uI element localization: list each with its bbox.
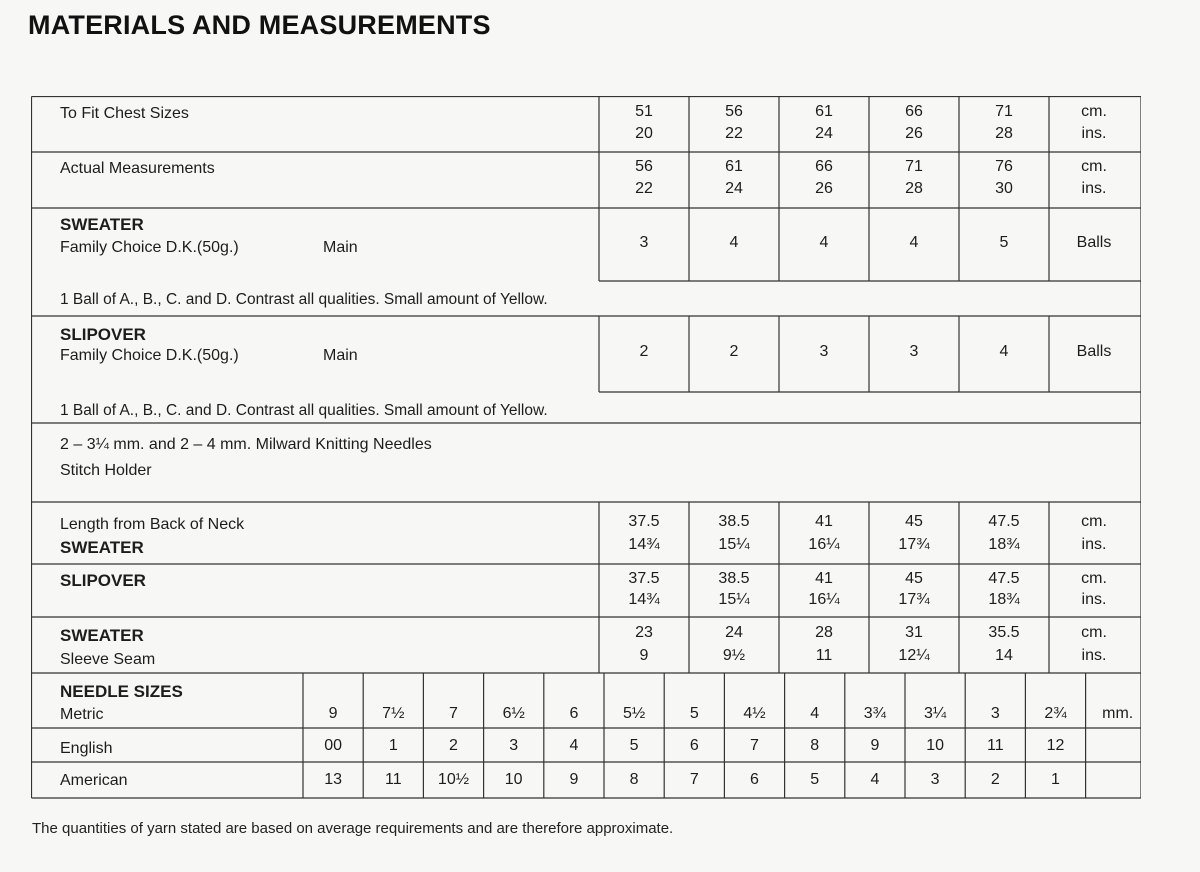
- english-needle-cell: 7: [750, 737, 759, 754]
- length-label: Length from Back of Neck: [60, 516, 245, 533]
- metric-needle-cell: 7½: [382, 705, 405, 722]
- length-sweater-cm-cell: 41: [815, 513, 833, 530]
- metric-needle-cell: 9: [328, 705, 338, 722]
- english-needle-cell: 3: [509, 737, 519, 754]
- sleeve-cm-cell: 24: [725, 624, 743, 641]
- metric-needle-cell: 6: [569, 705, 579, 722]
- metric-unit: mm.: [1102, 705, 1134, 722]
- chest-ins-cell: 22: [725, 125, 743, 142]
- sweater-balls-cell: 4: [729, 234, 739, 251]
- chest-ins-cell: 20: [635, 125, 653, 142]
- needles-line-1: 2 – 3¼ mm. and 2 – 4 mm. Milward Knitting Needles: [60, 436, 432, 453]
- length-sweater-ins-cell: 15¼: [718, 536, 750, 553]
- length-unit-cm: cm.: [1081, 570, 1107, 587]
- actual-ins-cell: 30: [995, 180, 1013, 197]
- chest-unit-cm: cm.: [1081, 103, 1107, 120]
- sleeve-ins-cell: 9: [639, 647, 649, 664]
- sleeve-ins-cell: 11: [815, 647, 833, 664]
- english-needle-cell: 2: [449, 737, 458, 754]
- metric-needle-cell: 3¼: [923, 705, 947, 722]
- sweater-heading: SWEATER: [60, 215, 144, 234]
- sleeve-ins-cell: 14: [995, 647, 1013, 664]
- actual-cm-cell: 76: [995, 158, 1013, 175]
- length-sweater-ins-cell: 16¼: [808, 536, 840, 553]
- english-label: English: [60, 740, 113, 757]
- sweater-balls-cell: 4: [819, 234, 829, 251]
- american-needle-cell: 6: [750, 771, 759, 788]
- slipover-balls-cell: 4: [999, 343, 1009, 360]
- metric-needle-cell: 3¾: [863, 705, 887, 722]
- length-sweater-cm-cell: 38.5: [718, 513, 750, 530]
- length-slipover-cm-cell: 45: [905, 570, 923, 587]
- length-sweater-cm-cell: 45: [905, 513, 923, 530]
- english-needle-cell: 00: [324, 737, 342, 754]
- american-label: American: [60, 772, 128, 789]
- length-slipover-ins-cell: 17¾: [898, 591, 930, 608]
- chest-ins-cell: 24: [815, 125, 833, 142]
- slipover-contrast: 1 Ball of A., B., C. and D. Contrast all qualities. Small amount of Yellow.: [60, 402, 548, 419]
- length-unit-ins: ins.: [1081, 591, 1107, 608]
- american-needle-cell: 1: [1051, 771, 1060, 788]
- slipover-balls-cell: 2: [639, 343, 649, 360]
- length-slipover-ins-cell: 16¼: [808, 591, 840, 608]
- english-needle-cell: 11: [986, 737, 1004, 754]
- length-sweater-cm-cell: 47.5: [988, 513, 1020, 530]
- american-needle-cell: 13: [324, 771, 342, 788]
- length-slipover-cm-cell: 37.5: [628, 570, 660, 587]
- sleeve-cm-cell: 31: [905, 624, 923, 641]
- american-needle-cell: 5: [810, 771, 820, 788]
- slipover-heading: SLIPOVER: [60, 325, 146, 344]
- length-slipover-cm-cell: 47.5: [988, 570, 1020, 587]
- english-needle-cell: 8: [810, 737, 820, 754]
- chest-cm-cell: 61: [815, 103, 833, 120]
- metric-needle-cell: 3: [990, 705, 1000, 722]
- length-sweater-cm-cell: 37.5: [628, 513, 660, 530]
- actual-ins-cell: 22: [635, 180, 653, 197]
- american-needle-cell: 2: [990, 771, 1000, 788]
- length-sweater-ins-cell: 14¾: [628, 536, 660, 553]
- sleeve-seam-label: Sleeve Seam: [60, 651, 156, 668]
- american-needle-cell: 4: [870, 771, 880, 788]
- sleeve-ins-cell: 12¼: [898, 647, 930, 664]
- materials-table: [31, 96, 1141, 799]
- chest-cm-cell: 56: [725, 103, 743, 120]
- sleeve-unit-cm: cm.: [1081, 624, 1107, 641]
- slipover-main-label: Main: [323, 347, 358, 364]
- sweater-balls-cell: 3: [639, 234, 649, 251]
- needle-sizes-heading: NEEDLE SIZES: [60, 682, 183, 701]
- metric-needle-cell: 2¾: [1044, 705, 1067, 722]
- metric-needle-cell: 6½: [502, 705, 525, 722]
- english-needle-cell: 12: [1046, 737, 1065, 754]
- metric-needle-cell: 4: [810, 705, 820, 722]
- footer-note: The quantities of yarn stated are based on average requirements and are therefore approximate.: [32, 820, 674, 837]
- actual-ins-cell: 26: [815, 180, 833, 197]
- slipover-balls-cell: 3: [819, 343, 829, 360]
- page-title: MATERIALS AND MEASUREMENTS: [28, 10, 491, 40]
- american-needle-cell: 11: [384, 771, 402, 788]
- sleeve-sweater-heading: SWEATER: [60, 626, 144, 645]
- metric-needle-cell: 5: [689, 705, 699, 722]
- american-needle-cell: 10: [504, 771, 523, 788]
- chest-cm-cell: 51: [635, 103, 653, 120]
- length-slipover-ins-cell: 18¾: [988, 591, 1020, 608]
- sleeve-cm-cell: 23: [635, 624, 653, 641]
- metric-needle-cell: 5½: [622, 705, 646, 722]
- sleeve-cm-cell: 28: [815, 624, 833, 641]
- length-sweater-ins-cell: 17¾: [898, 536, 930, 553]
- actual-cm-cell: 66: [815, 158, 833, 175]
- chest-cm-cell: 66: [905, 103, 923, 120]
- english-needle-cell: 4: [569, 737, 579, 754]
- chest-cm-cell: 71: [995, 103, 1013, 120]
- sleeve-unit-ins: ins.: [1081, 647, 1107, 664]
- length-unit-ins: ins.: [1081, 536, 1107, 553]
- sweater-contrast: 1 Ball of A., B., C. and D. Contrast all qualities. Small amount of Yellow.: [60, 291, 548, 308]
- length-sweater-heading: SWEATER: [60, 538, 144, 557]
- sweater-main-label: Main: [323, 239, 358, 256]
- length-slipover-heading: SLIPOVER: [60, 571, 146, 590]
- american-needle-cell: 3: [930, 771, 940, 788]
- actual-cm-cell: 71: [905, 158, 923, 175]
- chest-ins-cell: 28: [995, 125, 1013, 142]
- actual-ins-cell: 28: [905, 180, 923, 197]
- sleeve-ins-cell: 9½: [722, 647, 746, 664]
- sweater-balls-cell: 4: [909, 234, 919, 251]
- actual-unit-cm: cm.: [1081, 158, 1107, 175]
- american-needle-cell: 8: [629, 771, 639, 788]
- chest-sizes-label: To Fit Chest Sizes: [60, 105, 189, 122]
- actual-cm-cell: 56: [635, 158, 653, 175]
- length-slipover-cm-cell: 41: [815, 570, 833, 587]
- slipover-yarn: Family Choice D.K.(50g.): [60, 347, 239, 364]
- english-needle-cell: 5: [629, 737, 639, 754]
- actual-ins-cell: 24: [725, 180, 743, 197]
- sweater-balls-cell: 5: [999, 234, 1009, 251]
- actual-unit-ins: ins.: [1081, 180, 1107, 197]
- needles-line-2: Stitch Holder: [60, 462, 152, 479]
- actual-measurements-label: Actual Measurements: [60, 160, 215, 177]
- length-unit-cm: cm.: [1081, 513, 1107, 530]
- english-needle-cell: 6: [689, 737, 699, 754]
- sweater-yarn: Family Choice D.K.(50g.): [60, 239, 239, 256]
- sweater-unit: Balls: [1076, 234, 1112, 251]
- metric-label: Metric: [60, 706, 104, 723]
- sleeve-cm-cell: 35.5: [988, 624, 1020, 641]
- length-slipover-ins-cell: 14¾: [628, 591, 660, 608]
- actual-cm-cell: 61: [725, 158, 743, 175]
- american-needle-cell: 10½: [437, 771, 470, 788]
- metric-needle-cell: 7: [449, 705, 458, 722]
- english-needle-cell: 9: [870, 737, 880, 754]
- length-slipover-ins-cell: 15¼: [718, 591, 750, 608]
- metric-needle-cell: 4½: [743, 705, 766, 722]
- american-needle-cell: 9: [569, 771, 579, 788]
- chest-ins-cell: 26: [905, 125, 923, 142]
- length-sweater-ins-cell: 18¾: [988, 536, 1020, 553]
- slipover-unit: Balls: [1076, 343, 1112, 360]
- chest-unit-ins: ins.: [1081, 125, 1107, 142]
- slipover-balls-cell: 3: [909, 343, 919, 360]
- english-needle-cell: 1: [388, 737, 398, 754]
- slipover-balls-cell: 2: [729, 343, 739, 360]
- american-needle-cell: 7: [689, 771, 699, 788]
- length-slipover-cm-cell: 38.5: [718, 570, 750, 587]
- english-needle-cell: 10: [926, 737, 944, 754]
